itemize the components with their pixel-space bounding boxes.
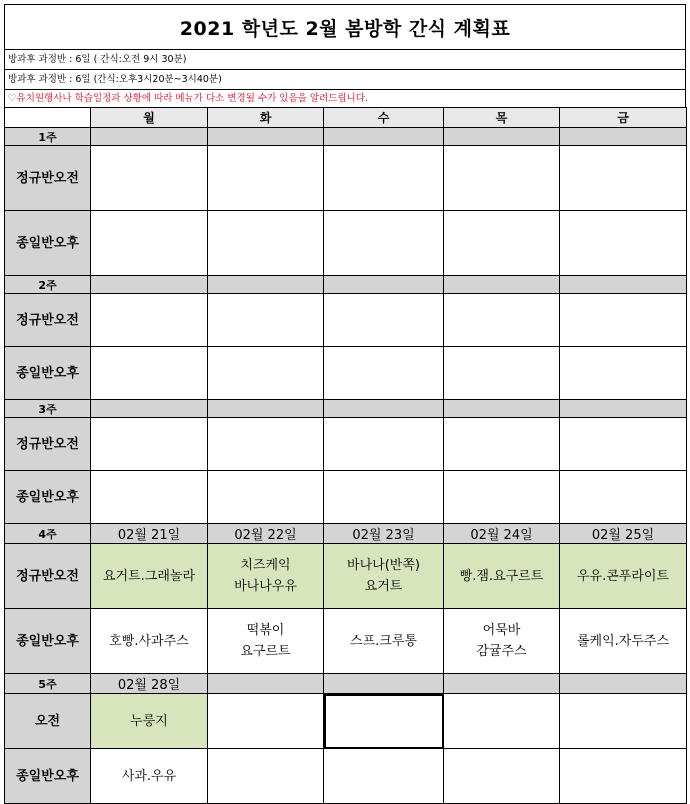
meal-row-afternoon <box>5 749 687 804</box>
meal-row-morning <box>5 544 687 609</box>
date-cell[interactable] <box>560 674 687 694</box>
meal-cell[interactable] <box>91 211 208 276</box>
meal-cell[interactable] <box>324 347 444 400</box>
date-cell[interactable] <box>324 674 444 694</box>
meal-cell[interactable] <box>208 694 324 749</box>
meal-cell[interactable] <box>91 347 208 400</box>
meal-cell[interactable] <box>208 146 324 211</box>
date-cell-wed[interactable]: 02월 23일 <box>324 524 444 544</box>
menu-line: 요거트 <box>364 579 403 594</box>
date-cell[interactable] <box>560 128 687 146</box>
info-morning-schedule: 방과후 과정반 : 6일 ( 간식:오전 9시 30분) <box>4 49 686 70</box>
day-header-mon[interactable]: 월 <box>91 108 208 128</box>
meal-cell-fri[interactable] <box>560 609 687 674</box>
meal-cell-mon[interactable] <box>91 544 208 609</box>
selected-cell[interactable] <box>324 694 444 749</box>
row-label-afternoon[interactable]: 종일반오후 <box>5 347 91 400</box>
week-row-3 <box>5 400 687 418</box>
meal-cell[interactable] <box>560 694 687 749</box>
meal-cell[interactable] <box>324 749 444 804</box>
meal-cell[interactable] <box>444 294 560 347</box>
meal-cell-wed[interactable] <box>324 544 444 609</box>
row-label-morning[interactable]: 정규반오전 <box>5 418 91 471</box>
meal-cell-tue[interactable] <box>208 544 324 609</box>
meal-cell-mon[interactable] <box>91 694 208 749</box>
meal-row-morning <box>5 146 687 211</box>
header-corner-cell[interactable] <box>5 108 91 128</box>
meal-cell[interactable] <box>560 146 687 211</box>
date-cell[interactable] <box>91 276 208 294</box>
row-label-afternoon[interactable]: 종일반오후 <box>5 749 91 804</box>
date-cell[interactable] <box>444 674 560 694</box>
week-label[interactable]: 3주 <box>5 400 91 418</box>
week-row-2 <box>5 276 687 294</box>
meal-cell[interactable] <box>444 211 560 276</box>
snack-table <box>4 107 687 804</box>
meal-row-afternoon <box>5 211 687 276</box>
meal-cell[interactable] <box>324 471 444 524</box>
menu-line: 떡볶이 <box>246 623 285 638</box>
row-label-morning[interactable]: 정규반오전 <box>5 294 91 347</box>
day-header-tue[interactable]: 화 <box>208 108 324 128</box>
menu-line: 우유.콘푸라이트 <box>576 568 670 584</box>
meal-cell-tue[interactable] <box>208 609 324 674</box>
meal-cell[interactable] <box>560 211 687 276</box>
menu-line: 바나나우유 <box>234 579 297 594</box>
meal-cell[interactable] <box>560 471 687 524</box>
date-cell[interactable] <box>324 128 444 146</box>
date-cell-thu[interactable]: 02월 24일 <box>444 524 560 544</box>
week-label[interactable]: 4주 <box>5 524 91 544</box>
row-label-afternoon[interactable]: 종일반오후 <box>5 211 91 276</box>
meal-cell[interactable] <box>560 749 687 804</box>
date-cell[interactable] <box>560 276 687 294</box>
meal-cell[interactable] <box>444 146 560 211</box>
meal-cell[interactable] <box>208 471 324 524</box>
meal-cell-wed[interactable] <box>324 609 444 674</box>
meal-cell[interactable] <box>444 694 560 749</box>
menu-line: 호빵.사과주스 <box>109 633 189 649</box>
meal-row-morning <box>5 418 687 471</box>
week-row-4 <box>5 524 687 544</box>
date-cell[interactable] <box>444 400 560 418</box>
menu-line: 빵.잼.요구르트 <box>459 568 544 584</box>
meal-cell-fri[interactable] <box>560 544 687 609</box>
menu-line: 요구르트 <box>240 644 291 659</box>
date-cell-mon[interactable]: 02월 21일 <box>91 524 208 544</box>
menu-line: 요거트.그래놀라 <box>102 568 196 584</box>
date-cell-mon[interactable]: 02월 28일 <box>91 674 208 694</box>
meal-cell-thu[interactable] <box>444 544 560 609</box>
meal-cell-mon[interactable] <box>91 749 208 804</box>
day-header-row <box>5 108 687 128</box>
meal-cell[interactable] <box>324 211 444 276</box>
menu-line: 사과.우유 <box>121 768 177 784</box>
meal-cell-thu[interactable] <box>444 609 560 674</box>
menu-line: 감귤주스 <box>476 644 527 659</box>
meal-row-morning <box>5 294 687 347</box>
day-header-wed[interactable]: 수 <box>324 108 444 128</box>
row-label-afternoon[interactable]: 종일반오후 <box>5 471 91 524</box>
meal-cell[interactable] <box>324 294 444 347</box>
meal-cell[interactable] <box>91 294 208 347</box>
date-cell[interactable] <box>208 674 324 694</box>
menu-line: 바나나(반쪽) <box>347 558 420 573</box>
date-cell[interactable] <box>444 276 560 294</box>
page-title: 2021 학년도 2월 봄방학 간식 계획표 <box>4 4 686 50</box>
date-cell[interactable] <box>444 128 560 146</box>
meal-cell[interactable] <box>560 418 687 471</box>
row-label-morning[interactable]: 정규반오전 <box>5 544 91 609</box>
week-label[interactable]: 2주 <box>5 276 91 294</box>
meal-cell[interactable] <box>91 471 208 524</box>
row-label-morning[interactable]: 정규반오전 <box>5 146 91 211</box>
menu-line: 롤케익.자두주스 <box>576 633 670 649</box>
menu-change-notice: ♡유치원행사나 학습일정과 상황에 따라 메뉴가 다소 변경될 수가 있음을 알려드립니다. <box>4 89 686 108</box>
date-cell[interactable] <box>208 128 324 146</box>
date-cell[interactable] <box>560 400 687 418</box>
day-header-fri[interactable]: 금 <box>560 108 687 128</box>
row-label-morning-short[interactable]: 오전 <box>5 694 91 749</box>
week-label[interactable]: 5주 <box>5 674 91 694</box>
meal-cell[interactable] <box>324 146 444 211</box>
meal-row-afternoon <box>5 609 687 674</box>
meal-cell[interactable] <box>560 347 687 400</box>
week-row-1 <box>5 128 687 146</box>
date-cell-fri[interactable]: 02월 25일 <box>560 524 687 544</box>
meal-cell[interactable] <box>208 294 324 347</box>
menu-line: 누룽지 <box>130 713 168 729</box>
meal-cell[interactable] <box>208 749 324 804</box>
date-cell[interactable] <box>91 400 208 418</box>
meal-row-afternoon <box>5 471 687 524</box>
meal-cell[interactable] <box>91 418 208 471</box>
meal-cell[interactable] <box>208 347 324 400</box>
meal-cell[interactable] <box>91 146 208 211</box>
row-label-afternoon[interactable]: 종일반오후 <box>5 609 91 674</box>
meal-cell-mon[interactable] <box>91 609 208 674</box>
meal-cell[interactable] <box>444 347 560 400</box>
menu-line: 어묵바 <box>482 623 521 638</box>
meal-row-morning <box>5 694 687 749</box>
meal-cell[interactable] <box>444 418 560 471</box>
date-cell[interactable] <box>208 276 324 294</box>
meal-cell[interactable] <box>208 418 324 471</box>
date-cell[interactable] <box>324 400 444 418</box>
meal-cell[interactable] <box>444 471 560 524</box>
menu-line: 스프.크루통 <box>350 633 417 649</box>
info-afternoon-schedule: 방과후 과정반 : 6일 (간식:오후3시20분~3시40분) <box>4 69 686 90</box>
date-cell[interactable] <box>208 400 324 418</box>
date-cell[interactable] <box>324 276 444 294</box>
meal-cell[interactable] <box>560 294 687 347</box>
meal-row-afternoon <box>5 347 687 400</box>
date-cell-tue[interactable]: 02월 22일 <box>208 524 324 544</box>
date-cell[interactable] <box>91 128 208 146</box>
week-row-5 <box>5 674 687 694</box>
menu-line: 치즈케익 <box>240 558 291 573</box>
meal-cell[interactable] <box>208 211 324 276</box>
meal-cell[interactable] <box>444 749 560 804</box>
day-header-thu[interactable]: 목 <box>444 108 560 128</box>
meal-cell[interactable] <box>324 418 444 471</box>
week-label[interactable]: 1주 <box>5 128 91 146</box>
